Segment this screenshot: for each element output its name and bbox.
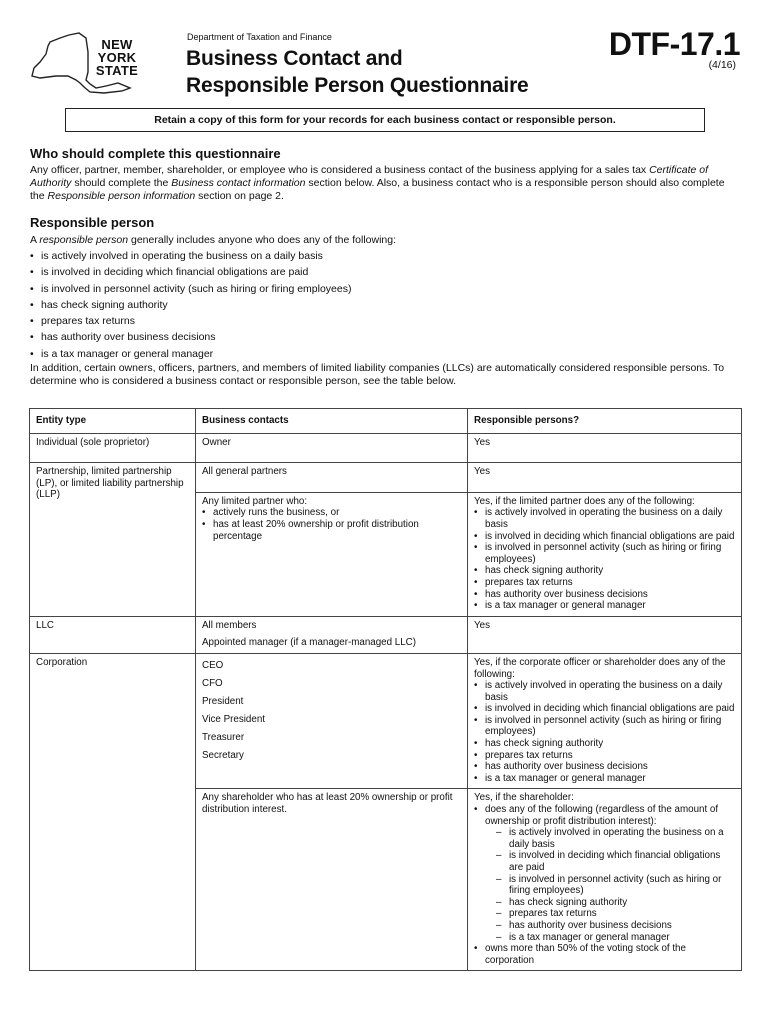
cell-text: CEO	[202, 659, 224, 671]
table-cell: Yes	[468, 463, 742, 493]
responsible-intro	[30, 234, 742, 247]
table-cell: LLC	[30, 616, 196, 653]
list-item: – is involved in deciding which financial obligations are paid	[496, 850, 735, 873]
table-cell	[468, 492, 742, 616]
list-item: • is involved in personnel activity (such as hiring or firing employees)	[474, 542, 735, 565]
cell-text: Yes, if the shareholder:	[474, 792, 574, 804]
column-header: Responsible persons?	[468, 409, 742, 434]
entity-table	[29, 408, 742, 971]
list-item: • actively runs the business, or	[202, 507, 461, 519]
list-item: • is actively involved in operating the business on a daily basis	[30, 248, 351, 264]
title-line: Responsible Person Questionnaire	[186, 74, 529, 97]
cell-text: Secretary	[202, 749, 244, 761]
text: section below. Also, a business contact who is a responsible person should also complete the	[30, 177, 725, 202]
list-item: • has authority over business decisions	[474, 761, 735, 773]
table-cell	[196, 492, 468, 616]
text: should complete the	[71, 177, 172, 189]
text-em: Business contact information	[171, 177, 306, 189]
who-paragraph	[30, 164, 742, 203]
list-item: • is a tax manager or general manager	[474, 600, 735, 612]
bullet-list	[202, 507, 461, 542]
table-cell	[468, 653, 742, 789]
dash-list	[485, 827, 735, 943]
form-title	[186, 45, 529, 99]
list-item: • is involved in personnel activity (such as hiring or firing employees)	[474, 715, 735, 738]
list-item: – prepares tax returns	[496, 908, 735, 920]
bullet-list	[474, 680, 735, 784]
list-item: • is involved in deciding which financial obligations are paid	[474, 703, 735, 715]
text: section on page 2.	[195, 190, 284, 202]
nys-logo	[28, 30, 160, 96]
responsible-closing: In addition, certain owners, officers, partners, and members of limited liability companies (LLCs) are automatically considered responsible persons. To determine who is considered a business contact or responsible person, see the table below.	[30, 362, 725, 387]
cell-text: does any of the following (regardless of the amount of ownership or profit distribution interest):	[485, 804, 719, 827]
list-item: • has check signing authority	[474, 738, 735, 750]
table-row	[30, 616, 742, 653]
logo-line: STATE	[95, 63, 139, 78]
table-cell: Individual (sole proprietor)	[30, 433, 196, 463]
list-item: – is a tax manager or general manager	[496, 932, 735, 944]
text-em: responsible person	[39, 234, 129, 246]
table-cell	[196, 616, 468, 653]
table-cell	[196, 653, 468, 789]
list-item: • owns more than 50% of the voting stock of the corporation	[474, 943, 735, 966]
list-item: • has at least 20% ownership or profit distribution percentage	[202, 519, 461, 542]
retain-notice: Retain a copy of this form for your records for each business contact or responsible person.	[65, 108, 705, 132]
text: generally includes anyone who does any of the following:	[128, 234, 397, 246]
cell-text: CFO	[202, 677, 223, 689]
form-revision: (4/16)	[708, 59, 736, 71]
form-number: DTF-17.1	[608, 26, 740, 62]
list-item: • is a tax manager or general manager	[30, 346, 351, 362]
cell-text: All members	[202, 619, 257, 631]
list-item: • is actively involved in operating the business on a daily basis	[474, 507, 735, 530]
bullet-list	[474, 804, 735, 966]
cell-text: Any limited partner who:	[202, 495, 308, 507]
logo-text	[87, 38, 147, 77]
list-item: • has check signing authority	[30, 297, 351, 313]
text: A	[30, 234, 40, 246]
who-heading: Who should complete this questionnaire	[30, 146, 281, 161]
table-row	[30, 463, 742, 493]
list-item: – is involved in personnel activity (such as hiring or firing employees)	[496, 874, 735, 897]
table-cell: All general partners	[196, 463, 468, 493]
table-cell	[468, 789, 742, 971]
text-em: Certificate of Authority	[30, 164, 709, 189]
logo-line: YORK	[97, 50, 137, 65]
table-row	[30, 433, 742, 463]
cell-text: Yes, if the corporate officer or shareholder does any of the following:	[474, 656, 726, 680]
cell-text: President	[202, 695, 244, 707]
text-em: Responsible person information	[47, 190, 196, 202]
table-header-row	[30, 409, 742, 434]
list-item: – has authority over business decisions	[496, 920, 735, 932]
list-item: • has authority over business decisions	[30, 329, 351, 345]
cell-text: Vice President	[202, 713, 265, 725]
table-cell: Yes	[468, 433, 742, 463]
list-item: • prepares tax returns	[30, 313, 351, 329]
bullet-list	[474, 507, 735, 611]
list-item: • is involved in personnel activity (such as hiring or firing employees)	[30, 281, 351, 297]
responsible-list	[30, 248, 351, 362]
department-name: Department of Taxation and Finance	[187, 32, 332, 42]
list-item: • is a tax manager or general manager	[474, 773, 735, 785]
column-header: Entity type	[30, 409, 196, 434]
table-cell: Corporation	[30, 653, 196, 970]
table-cell: Any shareholder who has at least 20% ownership or profit distribution interest.	[196, 789, 468, 971]
table-cell: Yes	[468, 616, 742, 653]
list-item: • has authority over business decisions	[474, 589, 735, 601]
list-item: • has check signing authority	[474, 565, 735, 577]
table-cell: Owner	[196, 433, 468, 463]
cell-text: Yes, if the limited partner does any of the following:	[474, 495, 695, 507]
logo-line: NEW	[101, 37, 133, 52]
list-item: – has check signing authority	[496, 897, 735, 909]
text: Any officer, partner, member, shareholder, or employee who is considered a business contact of the business applying for a sales tax	[30, 164, 650, 176]
responsible-heading: Responsible person	[30, 215, 155, 230]
column-header: Business contacts	[196, 409, 468, 434]
cell-text: Appointed manager (if a manager-managed LLC)	[202, 637, 417, 649]
list-item: • is actively involved in operating the business on a daily basis	[474, 680, 735, 703]
cell-text: Treasurer	[202, 731, 245, 743]
list-item: – is actively involved in operating the business on a daily basis	[496, 827, 735, 850]
list-item: • prepares tax returns	[474, 577, 735, 589]
list-item	[474, 804, 735, 943]
list-item: • prepares tax returns	[474, 750, 735, 762]
title-line: Business Contact and	[186, 47, 403, 70]
table-row	[30, 653, 742, 789]
table-cell: Partnership, limited partnership (LP), or limited liability partnership (LLP)	[30, 463, 196, 617]
list-item: • is involved in deciding which financial obligations are paid	[474, 531, 735, 543]
list-item: • is involved in deciding which financial obligations are paid	[30, 264, 351, 280]
